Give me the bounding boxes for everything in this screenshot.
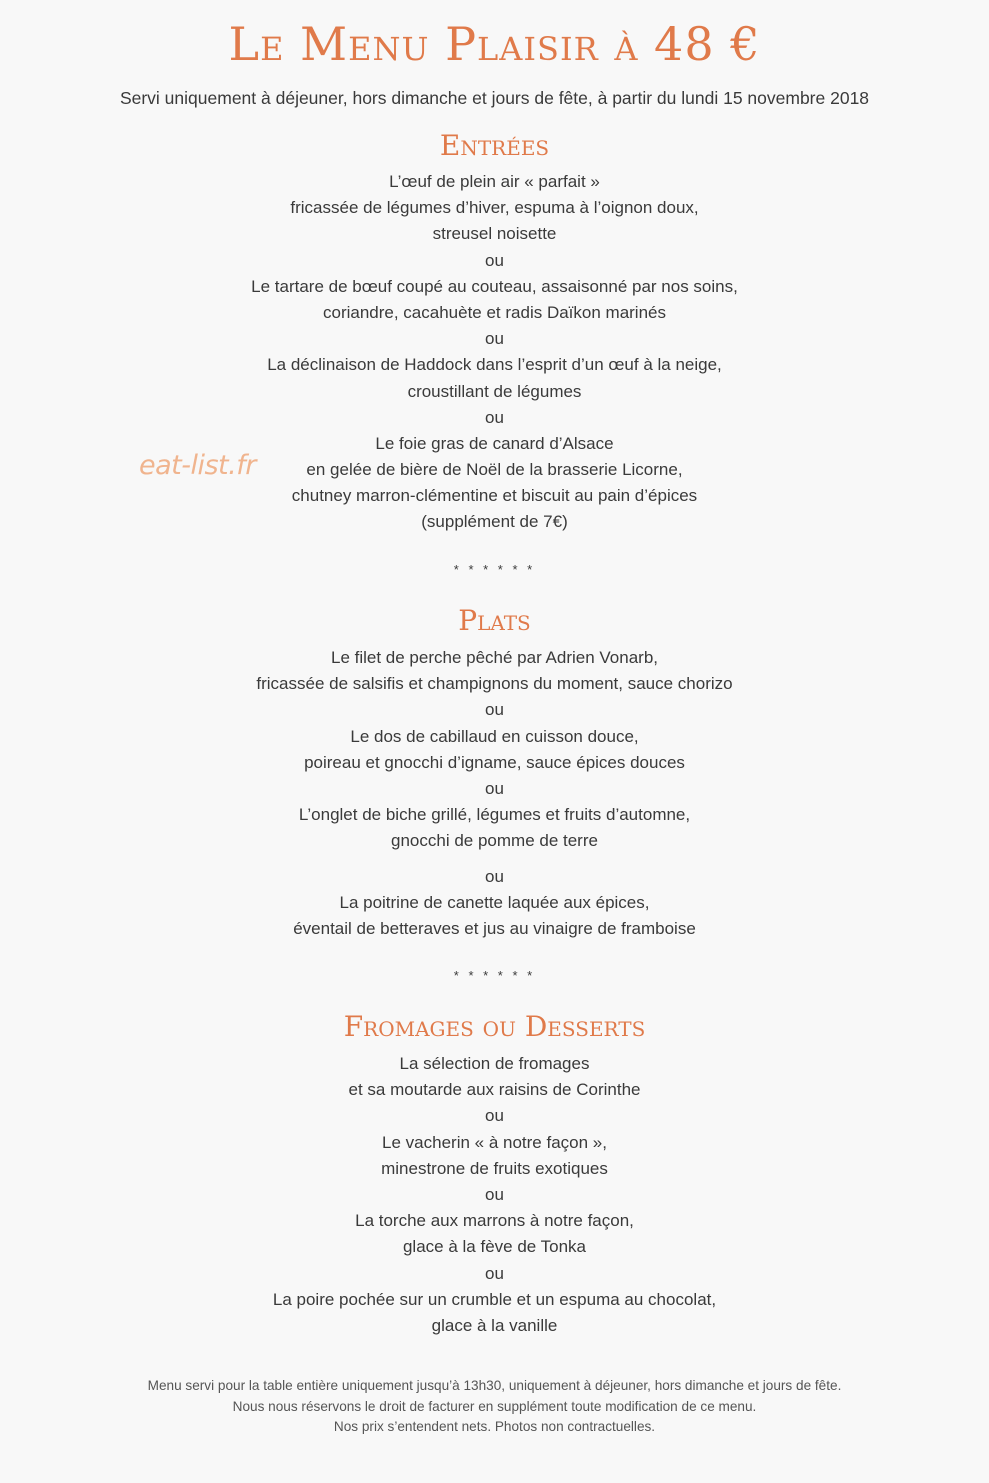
or-divider: ou — [485, 329, 504, 349]
menu-line: et sa moutarde aux raisins de Corinthe — [348, 1080, 641, 1100]
menu-line: La torche aux marrons à notre façon, — [355, 1211, 634, 1231]
menu-subtitle: Servi uniquement à déjeuner, hors dimanche et jours de fête, à partir du lundi 15 novembre 2018 — [119, 88, 870, 108]
footer-line: Nos prix s’entendent nets. Photos non contractuelles. — [333, 1419, 656, 1435]
menu-line: La poitrine de canette laquée aux épices, — [339, 893, 650, 913]
menu-line: Le filet de perche pêché par Adrien Vonarb, — [330, 648, 658, 667]
footer-notes — [0, 1376, 989, 1438]
or-divider: ou — [485, 778, 504, 798]
menu-line: La poire pochée sur un crumble et un espuma au chocolat, — [272, 1289, 717, 1309]
section-heading-entrees: Entrées — [439, 129, 550, 162]
or-divider: ou — [485, 250, 504, 270]
plats-list-continued — [0, 864, 989, 943]
or-divider: ou — [485, 1263, 504, 1283]
menu-line: éventail de betteraves et jus au vinaigre de framboise — [293, 919, 696, 939]
menu-line: fricassée de légumes d’hiver, espuma à l’oignon doux, — [290, 198, 699, 218]
footer-line: Nous nous réservons le droit de facturer en supplément toute modification de ce menu. — [232, 1398, 757, 1414]
menu-line: Le foie gras de canard d’Alsace — [375, 433, 614, 453]
menu-line: La sélection de fromages — [399, 1054, 590, 1073]
menu-line: glace à la vanille — [431, 1315, 558, 1335]
menu-line: L’œuf de plein air « parfait » — [389, 172, 600, 191]
supplement-note: (supplément de 7€) — [421, 512, 568, 532]
watermark-logo: eat-list.fr — [139, 450, 256, 481]
or-divider: ou — [485, 407, 504, 427]
desserts-list — [0, 1051, 989, 1339]
menu-line: streusel noisette — [432, 224, 557, 244]
footer-line: Menu servi pour la table entière uniquement jusqu’à 13h30, uniquement à déjeuner, hors dimanche et jours de fête. — [147, 1378, 842, 1393]
menu-line: fricassée de salsifis et champignons du moment, sauce chorizo — [256, 674, 733, 694]
menu-line: Le dos de cabillaud en cuisson douce, — [350, 726, 639, 746]
section-heading-plats: Plats — [458, 604, 531, 637]
menu-line: Le vacherin « à notre façon », — [382, 1132, 607, 1152]
section-heading-desserts: Fromages ou Desserts — [343, 1010, 646, 1043]
menu-line: Le tartare de bœuf coupé au couteau, assaisonné par nos soins, — [251, 276, 738, 296]
or-divider: ou — [485, 1106, 504, 1126]
menu-line: gnocchi de pomme de terre — [391, 831, 598, 851]
menu-title: Le Menu Plaisir à 48 € — [228, 17, 761, 71]
menu-line: poireau et gnocchi d’igname, sauce épices douces — [304, 752, 685, 772]
section-separator: * * * * * * — [453, 968, 536, 983]
plats-list — [0, 645, 989, 855]
menu-line: La déclinaison de Haddock dans l’esprit d’un œuf à la neige, — [267, 355, 722, 375]
menu-line: glace à la fève de Tonka — [402, 1237, 587, 1257]
menu-line: croustillant de légumes — [407, 381, 582, 401]
section-separator: * * * * * * — [453, 562, 536, 577]
menu-line: L’onglet de biche grillé, légumes et fruits d’automne, — [298, 805, 691, 825]
menu-line: chutney marron-clémentine et biscuit au pain d’épices — [291, 486, 698, 506]
or-divider: ou — [485, 700, 504, 720]
menu-line: coriandre, cacahuète et radis Daïkon marinés — [322, 302, 666, 322]
menu-line: en gelée de bière de Noël de la brasserie Licorne, — [306, 460, 683, 480]
menu-line: minestrone de fruits exotiques — [381, 1158, 608, 1178]
or-divider: ou — [485, 867, 504, 886]
or-divider: ou — [485, 1184, 504, 1204]
